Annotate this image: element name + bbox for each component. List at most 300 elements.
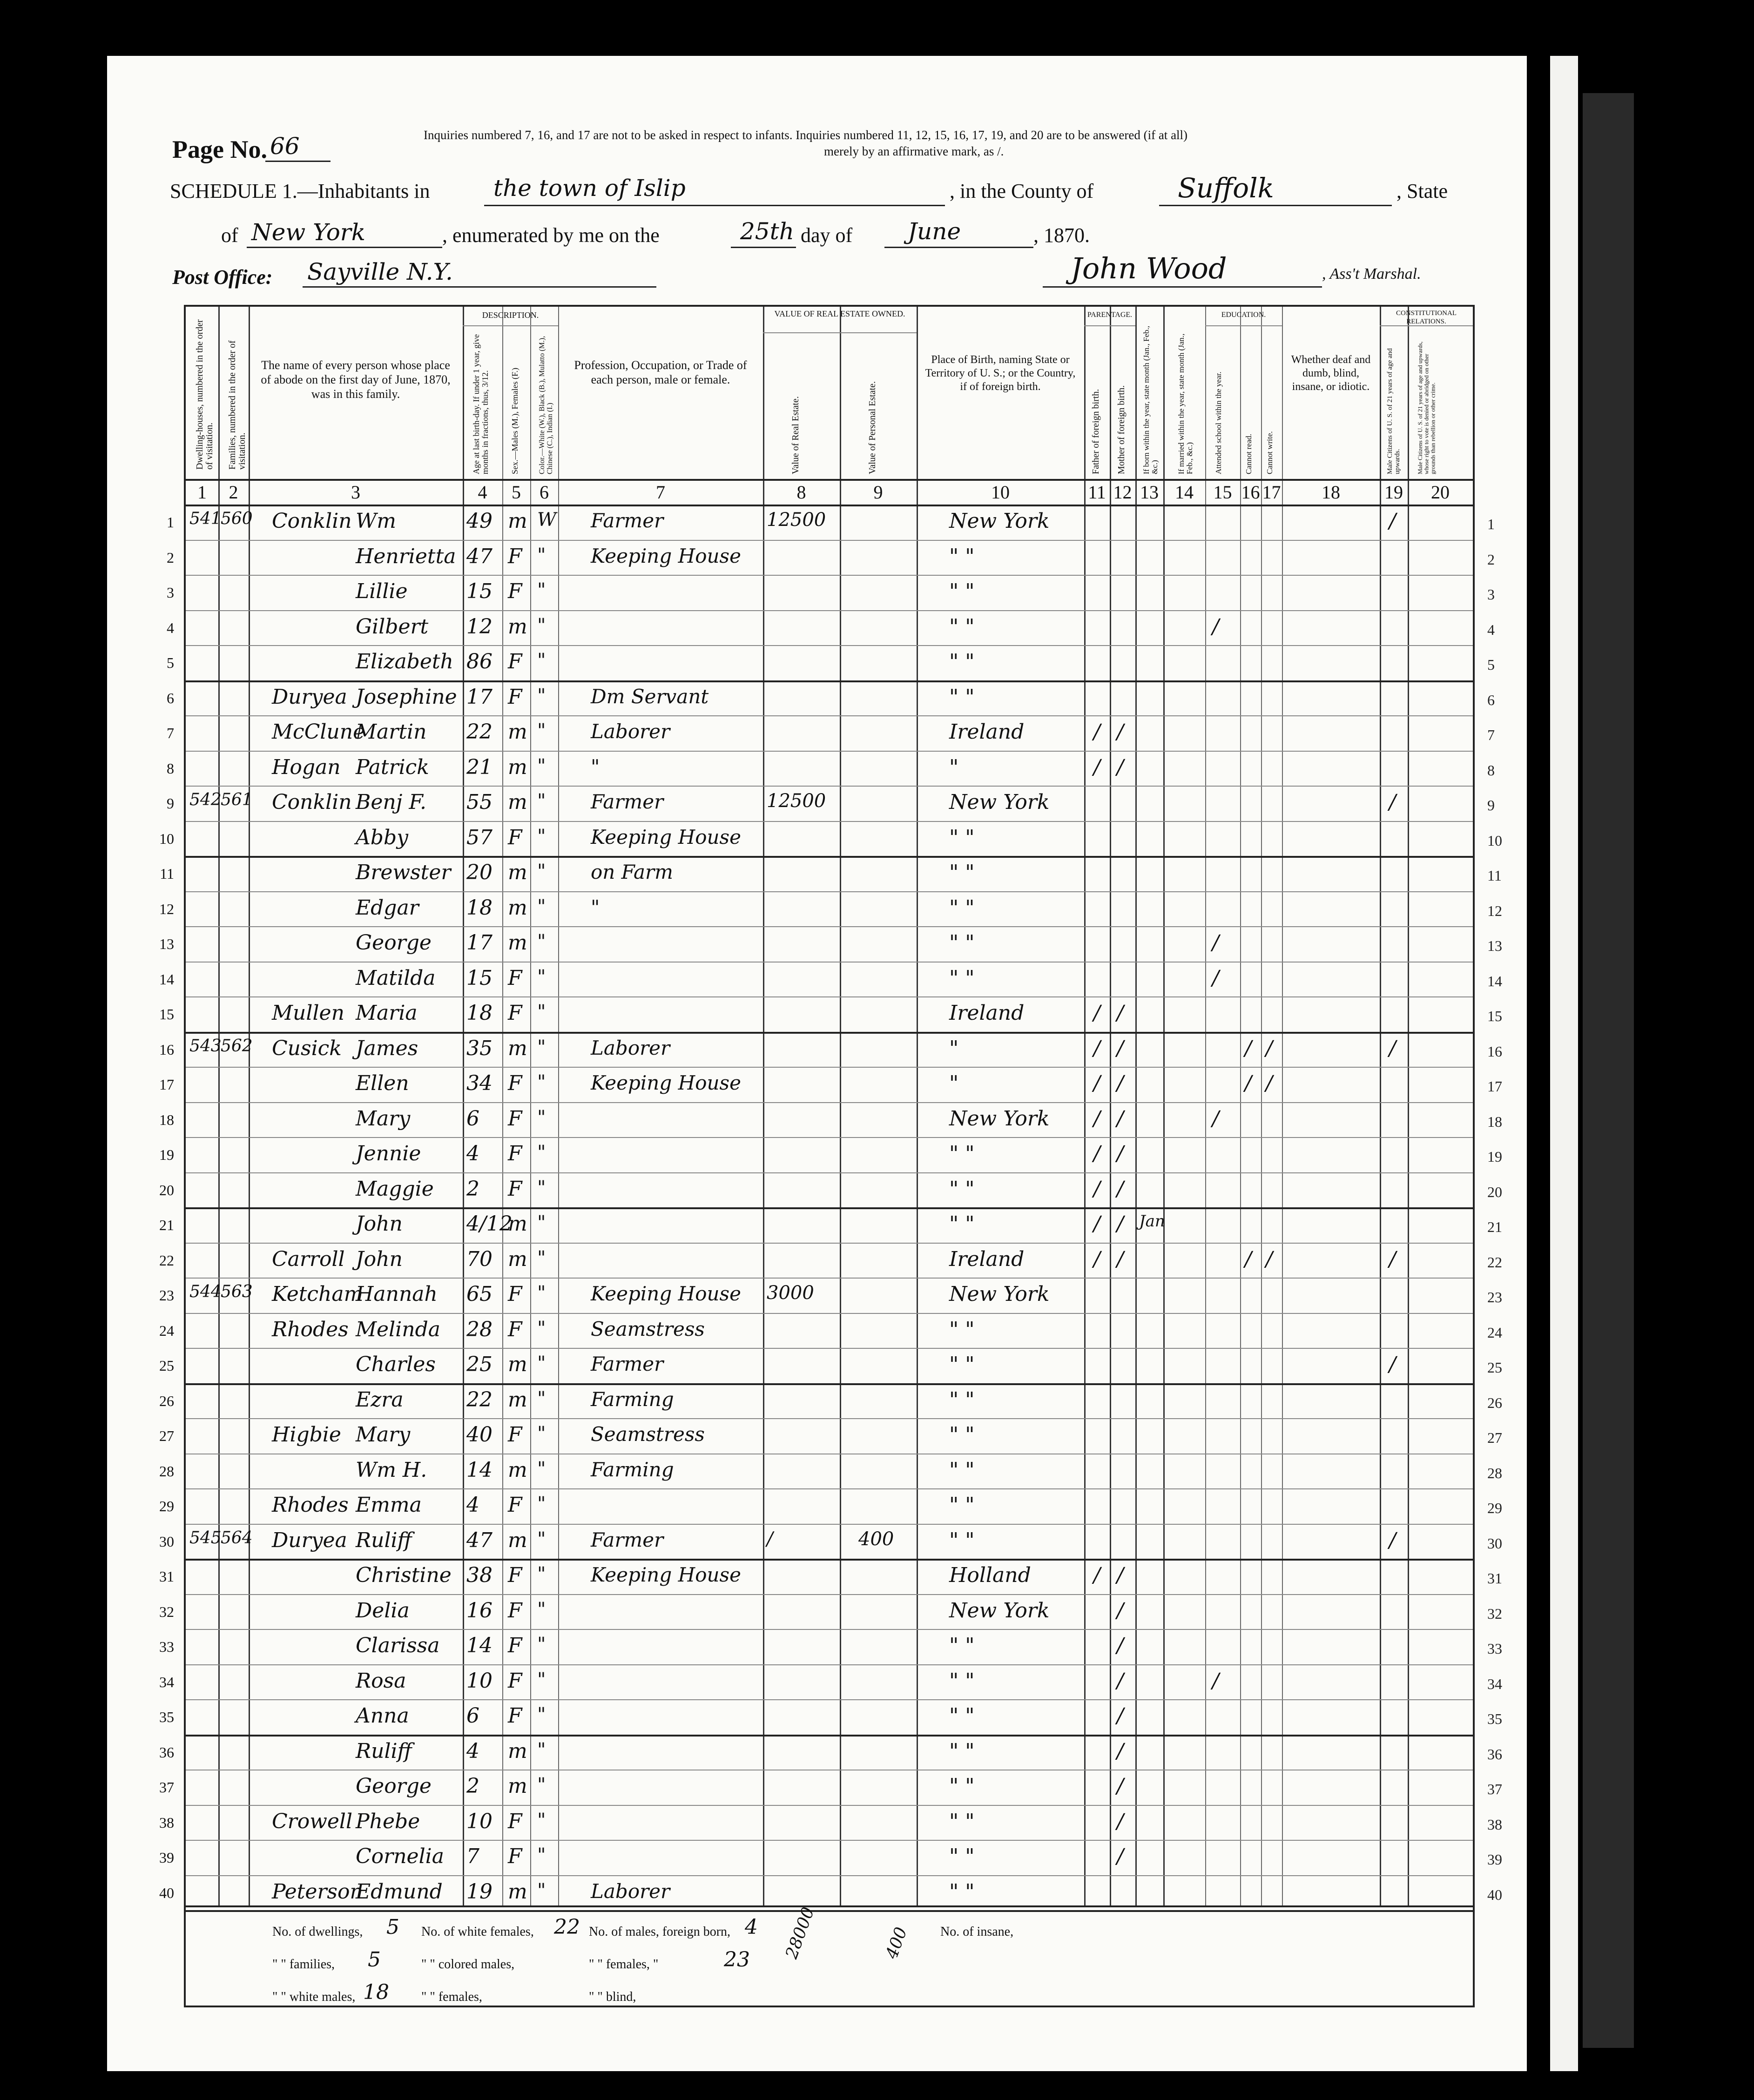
line-number: 35 bbox=[159, 1709, 174, 1725]
birthplace: Ireland bbox=[949, 720, 1025, 744]
sex: F bbox=[508, 685, 522, 709]
right-margin-number: 20 bbox=[1487, 1183, 1502, 1200]
birthplace: " " bbox=[949, 1739, 975, 1763]
birthplace: " bbox=[949, 755, 959, 779]
age: 12 bbox=[466, 614, 492, 639]
color: W bbox=[537, 509, 557, 531]
col3-header: The name of every person whose place of abode on the first day of June, 1870, was in this family. bbox=[261, 358, 451, 401]
constitutional-header: CONSTITUTIONAL RELATIONS. bbox=[1396, 310, 1457, 325]
line-number: 7 bbox=[167, 725, 174, 741]
sex: F bbox=[508, 1071, 522, 1095]
occupation: Laborer bbox=[591, 1036, 670, 1059]
father-foreign-mark: / bbox=[1093, 1071, 1100, 1095]
col14-header: If married within the year, state month (Jan., Feb., &c.) bbox=[1177, 333, 1194, 474]
birthplace: New York bbox=[949, 1106, 1050, 1131]
right-margin-number: 25 bbox=[1487, 1359, 1502, 1376]
surname: Ketcham bbox=[272, 1282, 364, 1306]
line-number: 27 bbox=[159, 1427, 174, 1444]
birthplace: " " bbox=[949, 1423, 975, 1447]
col6-header: Color.—White (W.), Black (B.), Mulatto (M.), Chinese (C.), Indian (I.) bbox=[538, 336, 554, 474]
birthplace: " " bbox=[949, 1809, 975, 1833]
line-number: 37 bbox=[159, 1779, 174, 1796]
color: " bbox=[537, 1563, 546, 1585]
column-number: 16 bbox=[1241, 482, 1260, 503]
column-number: 12 bbox=[1113, 482, 1132, 503]
age: 18 bbox=[466, 895, 492, 920]
birthplace: " " bbox=[949, 1879, 975, 1904]
surname: Duryea bbox=[272, 685, 347, 709]
father-foreign-mark: / bbox=[1093, 1001, 1100, 1025]
age: 65 bbox=[466, 1282, 492, 1306]
given-name: Abby bbox=[356, 825, 408, 849]
sex: m bbox=[508, 1879, 527, 1904]
age: 47 bbox=[466, 1528, 492, 1552]
color: " bbox=[537, 1598, 546, 1620]
age: 17 bbox=[466, 931, 492, 955]
sex: m bbox=[508, 509, 527, 533]
dwellings-count: 5 bbox=[386, 1915, 399, 1939]
given-name: Christine bbox=[356, 1563, 452, 1587]
age: 4 bbox=[466, 1739, 479, 1763]
age: 18 bbox=[466, 1001, 492, 1025]
citizen-mark: / bbox=[1389, 1036, 1396, 1060]
county-label: , in the County of bbox=[950, 180, 1094, 202]
birthplace: " " bbox=[949, 966, 975, 990]
sex: F bbox=[508, 1142, 522, 1165]
occupation: Keeping House bbox=[591, 1282, 741, 1305]
birthplace: New York bbox=[949, 509, 1050, 533]
families-label: " " families, bbox=[272, 1957, 335, 1972]
column-number: 8 bbox=[796, 482, 806, 503]
given-name: Maggie bbox=[356, 1177, 434, 1201]
sex: F bbox=[508, 650, 522, 673]
adjacent-page-margin bbox=[1583, 93, 1634, 2048]
color: " bbox=[537, 895, 546, 917]
occupation: Keeping House bbox=[591, 544, 741, 567]
right-margin-number: 33 bbox=[1487, 1640, 1502, 1657]
color: " bbox=[537, 685, 546, 707]
line-number: 32 bbox=[159, 1603, 174, 1620]
mother-foreign-mark: / bbox=[1117, 1739, 1124, 1763]
cannot-read-mark: / bbox=[1245, 1071, 1252, 1095]
line-number: 2 bbox=[167, 549, 174, 566]
father-foreign-mark: / bbox=[1093, 1177, 1100, 1201]
occupation: Farmer bbox=[591, 509, 664, 532]
insane-label: No. of insane, bbox=[940, 1925, 1014, 1939]
line-number: 18 bbox=[159, 1111, 174, 1128]
color: " bbox=[537, 1036, 546, 1058]
color: " bbox=[537, 966, 546, 988]
surname: Crowell bbox=[272, 1809, 353, 1833]
age: 6 bbox=[466, 1106, 479, 1131]
sex: F bbox=[508, 1704, 522, 1728]
age: 17 bbox=[466, 685, 492, 709]
given-name: Ruliff bbox=[356, 1528, 412, 1552]
given-name: Edmund bbox=[356, 1879, 443, 1904]
age: 28 bbox=[466, 1317, 492, 1341]
color: " bbox=[537, 579, 546, 601]
column-number: 18 bbox=[1322, 482, 1340, 503]
mother-foreign-mark: / bbox=[1117, 1071, 1124, 1095]
line-number: 10 bbox=[159, 830, 174, 847]
column-number: 20 bbox=[1431, 482, 1450, 503]
county: Suffolk bbox=[1178, 172, 1274, 204]
right-margin-number: 40 bbox=[1487, 1886, 1502, 1903]
marshal-label: , Ass't Marshal. bbox=[1322, 265, 1421, 283]
place: the town of Islip bbox=[493, 175, 686, 202]
given-name: Ellen bbox=[356, 1071, 409, 1095]
occupation: " bbox=[591, 755, 600, 778]
birthplace: " " bbox=[949, 1528, 975, 1552]
personal-estate-total: 400 bbox=[882, 1925, 911, 1962]
color: " bbox=[537, 1493, 546, 1514]
real-estate-value: 12500 bbox=[767, 509, 826, 531]
birthplace: Ireland bbox=[949, 1247, 1025, 1271]
cannot-write-mark: / bbox=[1266, 1036, 1273, 1060]
month: June bbox=[908, 218, 961, 245]
column-number: 3 bbox=[351, 482, 360, 503]
column-number: 14 bbox=[1175, 482, 1194, 503]
family-number: 562 bbox=[221, 1036, 253, 1056]
real-estate-value: 12500 bbox=[767, 790, 826, 812]
line-number: 29 bbox=[159, 1498, 174, 1514]
dwelling-number: 541 bbox=[189, 509, 222, 528]
given-name: Lillie bbox=[356, 579, 408, 603]
column-number: 4 bbox=[478, 482, 487, 503]
line-number: 15 bbox=[159, 1006, 174, 1023]
dwellings-label: No. of dwellings, bbox=[272, 1925, 363, 1939]
col2-header: Families, numbered in the order of visitation. bbox=[227, 340, 247, 470]
school-mark: / bbox=[1212, 931, 1219, 955]
line-number: 1 bbox=[167, 514, 174, 531]
birthplace: " " bbox=[949, 650, 975, 673]
surname: Carroll bbox=[272, 1247, 345, 1271]
year: , 1870. bbox=[1033, 224, 1090, 247]
age: 22 bbox=[466, 720, 492, 744]
given-name: Anna bbox=[356, 1704, 409, 1728]
col17-header: Cannot write. bbox=[1265, 431, 1274, 474]
col1-header: Dwelling-houses, numbered in the order of visitation. bbox=[195, 319, 215, 470]
column-number: 11 bbox=[1088, 482, 1106, 503]
given-name: George bbox=[356, 931, 432, 955]
right-margin-number: 27 bbox=[1487, 1429, 1502, 1446]
males-foreign-count: 4 bbox=[745, 1915, 758, 1939]
given-name: Mary bbox=[356, 1106, 411, 1131]
right-margin-number: 9 bbox=[1487, 797, 1495, 814]
given-name: Brewster bbox=[356, 861, 451, 884]
sex: m bbox=[508, 755, 527, 779]
right-margin-number: 23 bbox=[1487, 1289, 1502, 1306]
right-margin-number: 24 bbox=[1487, 1324, 1502, 1341]
mother-foreign-mark: / bbox=[1117, 1001, 1124, 1025]
color: " bbox=[537, 1423, 546, 1444]
age: 7 bbox=[466, 1844, 479, 1868]
column-number: 10 bbox=[991, 482, 1010, 503]
line-number: 3 bbox=[167, 584, 174, 601]
sex: F bbox=[508, 1493, 522, 1517]
citizen-mark: / bbox=[1389, 1528, 1396, 1552]
col15-header: Attended school within the year. bbox=[1214, 371, 1223, 474]
age: 2 bbox=[466, 1774, 479, 1798]
col11-header: Father of foreign birth. bbox=[1091, 389, 1101, 474]
occupation: Farmer bbox=[591, 1528, 664, 1551]
birthplace: " " bbox=[949, 579, 975, 603]
given-name: James bbox=[356, 1036, 418, 1060]
age: 2 bbox=[466, 1177, 479, 1201]
given-name: Cornelia bbox=[356, 1844, 444, 1868]
sex: F bbox=[508, 1282, 522, 1306]
right-margin-number: 30 bbox=[1487, 1535, 1502, 1552]
birthplace: " " bbox=[949, 1458, 975, 1482]
color: " bbox=[537, 1879, 546, 1901]
column-number: 1 bbox=[197, 482, 207, 503]
line-number: 23 bbox=[159, 1287, 174, 1304]
age: 10 bbox=[466, 1809, 492, 1833]
sex: m bbox=[508, 1458, 527, 1482]
col9-header: Value of Personal Estate. bbox=[867, 381, 877, 474]
line-number: 31 bbox=[159, 1568, 174, 1585]
birthplace: " bbox=[949, 1036, 959, 1060]
surname: Hogan bbox=[272, 755, 341, 779]
father-foreign-mark: / bbox=[1093, 1563, 1100, 1587]
mother-foreign-mark: / bbox=[1117, 1634, 1124, 1657]
surname: Rhodes bbox=[272, 1493, 349, 1517]
sex: F bbox=[508, 1844, 522, 1868]
sex: F bbox=[508, 1563, 522, 1587]
right-margin-number: 31 bbox=[1487, 1570, 1502, 1587]
mother-foreign-mark: / bbox=[1117, 1704, 1124, 1728]
line-number: 16 bbox=[159, 1041, 174, 1058]
sex: m bbox=[508, 1247, 527, 1271]
surname: Rhodes bbox=[272, 1317, 349, 1341]
occupation: on Farm bbox=[591, 861, 673, 883]
families-count: 5 bbox=[368, 1948, 381, 1972]
age: 14 bbox=[466, 1458, 492, 1482]
right-margin-number: 19 bbox=[1487, 1148, 1502, 1165]
mother-foreign-mark: / bbox=[1117, 1036, 1124, 1060]
mother-foreign-mark: / bbox=[1117, 1598, 1124, 1622]
sex: F bbox=[508, 1001, 522, 1025]
mother-foreign-mark: / bbox=[1117, 1774, 1124, 1798]
color: " bbox=[537, 790, 546, 812]
citizen-mark: / bbox=[1389, 1247, 1396, 1271]
column-number: 5 bbox=[512, 482, 521, 503]
surname: Peterson bbox=[272, 1879, 363, 1904]
sex: F bbox=[508, 1598, 522, 1622]
right-margin-number: 14 bbox=[1487, 972, 1502, 989]
family-number: 564 bbox=[221, 1528, 253, 1548]
age: 86 bbox=[466, 650, 492, 673]
surname: Conklin bbox=[272, 790, 352, 814]
birthplace: " " bbox=[949, 1317, 975, 1341]
line-number: 8 bbox=[167, 760, 174, 777]
right-margin-number: 13 bbox=[1487, 937, 1502, 954]
dwelling-number: 545 bbox=[189, 1528, 222, 1548]
dwelling-number: 544 bbox=[189, 1282, 222, 1301]
age: 4 bbox=[466, 1142, 479, 1165]
right-margin-number: 29 bbox=[1487, 1500, 1502, 1516]
surname: Mullen bbox=[272, 1001, 344, 1025]
line-number: 19 bbox=[159, 1146, 174, 1163]
sex: m bbox=[508, 1739, 527, 1763]
color: " bbox=[537, 1317, 546, 1339]
birthplace: Holland bbox=[949, 1563, 1031, 1587]
given-name: Emma bbox=[356, 1493, 422, 1517]
color: " bbox=[537, 1458, 546, 1480]
right-margin-number: 39 bbox=[1487, 1851, 1502, 1868]
age: 14 bbox=[466, 1634, 492, 1657]
father-foreign-mark: / bbox=[1093, 1106, 1100, 1131]
age: 57 bbox=[466, 825, 492, 849]
birthplace: " " bbox=[949, 685, 975, 709]
col13-header: If born within the year, state month (Jan., Feb., &c.) bbox=[1142, 326, 1159, 474]
sex: m bbox=[508, 1212, 527, 1236]
dwelling-number: 543 bbox=[189, 1036, 222, 1056]
mother-foreign-mark: / bbox=[1117, 1177, 1124, 1201]
mother-foreign-mark: / bbox=[1117, 1106, 1124, 1131]
birthplace: " " bbox=[949, 895, 975, 920]
given-name: Maria bbox=[356, 1001, 418, 1025]
occupation: Seamstress bbox=[591, 1423, 705, 1446]
females-foreign-label: " " females, " bbox=[589, 1957, 659, 1972]
age: 40 bbox=[466, 1423, 492, 1447]
sex: F bbox=[508, 1106, 522, 1131]
line-number: 5 bbox=[167, 654, 174, 671]
color: " bbox=[537, 1528, 546, 1550]
occupation: Keeping House bbox=[591, 825, 741, 848]
father-foreign-mark: / bbox=[1093, 755, 1100, 779]
column-number: 2 bbox=[229, 482, 238, 503]
age: 16 bbox=[466, 1598, 492, 1622]
right-margin-number: 1 bbox=[1487, 516, 1495, 532]
dwelling-number: 542 bbox=[189, 790, 222, 809]
given-name: Wm bbox=[356, 509, 396, 533]
surname: Cusick bbox=[272, 1036, 342, 1060]
column-number: 19 bbox=[1384, 482, 1403, 503]
col7-header: Profession, Occupation, or Trade of each person, male or female. bbox=[574, 358, 747, 387]
line-number: 34 bbox=[159, 1673, 174, 1690]
blind-label: " " blind, bbox=[589, 1990, 636, 2004]
birthplace: " " bbox=[949, 1353, 975, 1376]
line-number: 28 bbox=[159, 1462, 174, 1480]
col19-header: Male Citizens of U. S. of 21 years of age and upwards. bbox=[1386, 348, 1401, 474]
mother-foreign-mark: / bbox=[1117, 720, 1124, 744]
occupation: Keeping House bbox=[591, 1563, 741, 1586]
age: 4/12 bbox=[466, 1212, 513, 1236]
given-name: Delia bbox=[356, 1598, 410, 1622]
age: 35 bbox=[466, 1036, 492, 1060]
color: " bbox=[537, 1106, 546, 1128]
given-name: Mary bbox=[356, 1423, 411, 1447]
given-name: Matilda bbox=[356, 966, 436, 990]
age: 15 bbox=[466, 966, 492, 990]
real-estate-header: VALUE OF REAL ESTATE OWNED. bbox=[774, 309, 905, 318]
line-number: 38 bbox=[159, 1814, 174, 1831]
birthplace: " " bbox=[949, 1844, 975, 1868]
right-margin-number: 11 bbox=[1487, 867, 1502, 884]
sex: F bbox=[508, 1423, 522, 1447]
color: " bbox=[537, 1001, 546, 1023]
color: " bbox=[537, 1282, 546, 1304]
color: " bbox=[537, 1704, 546, 1725]
line-number: 40 bbox=[159, 1884, 174, 1901]
age: 25 bbox=[466, 1353, 492, 1376]
white-males-label: " " white males, bbox=[272, 1990, 356, 2004]
surname: Higbie bbox=[272, 1423, 341, 1447]
family-number: 561 bbox=[221, 790, 253, 809]
column-number: 13 bbox=[1140, 482, 1159, 503]
column-number: 9 bbox=[873, 482, 883, 503]
school-mark: / bbox=[1212, 1106, 1219, 1131]
personal-estate-value: 400 bbox=[858, 1528, 894, 1550]
occupation: Keeping House bbox=[591, 1071, 741, 1094]
post-office-label: Post Office: bbox=[172, 266, 273, 289]
father-foreign-mark: / bbox=[1093, 720, 1100, 744]
enumerated-label: , enumerated by me on the bbox=[442, 224, 660, 247]
right-margin-number: 3 bbox=[1487, 586, 1495, 603]
sex: m bbox=[508, 1387, 527, 1412]
birthplace: " " bbox=[949, 931, 975, 955]
given-name: Charles bbox=[356, 1353, 436, 1376]
cannot-write-mark: / bbox=[1266, 1247, 1273, 1271]
occupation: Farming bbox=[591, 1387, 674, 1411]
schedule-label: SCHEDULE 1.—Inhabitants in bbox=[170, 180, 430, 202]
line-number: 22 bbox=[159, 1252, 174, 1269]
right-margin-number: 2 bbox=[1487, 551, 1495, 568]
col16-header: Cannot read. bbox=[1244, 434, 1253, 474]
right-margin-number: 35 bbox=[1487, 1710, 1502, 1727]
birthplace: " " bbox=[949, 1493, 975, 1517]
parentage-header: PARENTAGE. bbox=[1087, 311, 1133, 319]
line-number: 39 bbox=[159, 1849, 174, 1866]
line-number: 30 bbox=[159, 1533, 174, 1550]
birthplace: " " bbox=[949, 1142, 975, 1165]
colored-females-label: " " females, bbox=[421, 1990, 482, 2004]
right-margin-number: 5 bbox=[1487, 656, 1495, 673]
given-name: Patrick bbox=[356, 755, 429, 779]
born-month: Jan bbox=[1139, 1212, 1165, 1231]
color: " bbox=[537, 1634, 546, 1655]
day-label: day of bbox=[801, 224, 853, 247]
col18-header: Whether deaf and dumb, blind, insane, or idiotic. bbox=[1291, 354, 1371, 393]
occupation: Laborer bbox=[591, 1879, 670, 1903]
line-number: 33 bbox=[159, 1638, 174, 1655]
father-foreign-mark: / bbox=[1093, 1142, 1100, 1165]
color: " bbox=[537, 544, 546, 566]
line-number: 24 bbox=[159, 1322, 174, 1339]
birthplace: " " bbox=[949, 614, 975, 639]
col4-header: Age at last birth-day. If under 1 year, give months in fractions, thus, 3/12. bbox=[472, 334, 490, 474]
right-margin-number: 18 bbox=[1487, 1113, 1502, 1130]
education-header: EDUCATION. bbox=[1221, 311, 1266, 319]
occupation: " bbox=[591, 895, 600, 919]
citizen-mark: / bbox=[1389, 790, 1396, 814]
line-number: 14 bbox=[159, 970, 174, 988]
mother-foreign-mark: / bbox=[1117, 1844, 1124, 1868]
school-mark: / bbox=[1212, 614, 1219, 639]
right-margin-number: 7 bbox=[1487, 727, 1495, 743]
age: 70 bbox=[466, 1247, 492, 1271]
sex: F bbox=[508, 966, 522, 990]
color: " bbox=[537, 1739, 546, 1761]
color: " bbox=[537, 720, 546, 741]
line-number: 17 bbox=[159, 1076, 174, 1093]
right-margin-number: 26 bbox=[1487, 1394, 1502, 1411]
sex: m bbox=[508, 1528, 527, 1552]
age: 34 bbox=[466, 1071, 492, 1095]
state-label: , State bbox=[1396, 180, 1448, 202]
col10-header: Place of Birth, naming State or Territory of U. S.; or the Country, if of foreign birth. bbox=[925, 354, 1076, 393]
